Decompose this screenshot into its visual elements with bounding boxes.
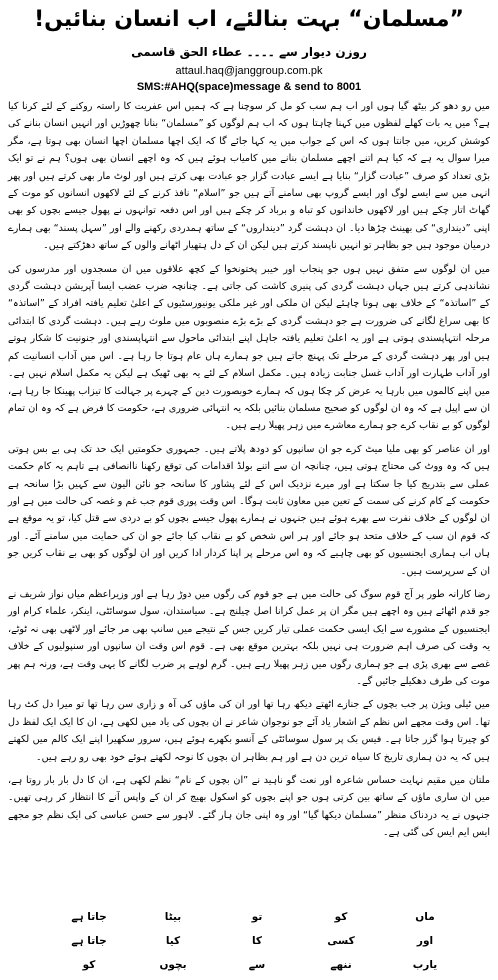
verse-word: یارب [412,959,438,971]
paragraph: میں ان لوگوں سے متفق نہیں ہوں جو پنجاب اور خیبر پختونخوا کے کچھ علاقوں میں ان مسجدوں اور مدرسوں کی نشاندہی کرتے ہیں جہاں دہشت گردی کی پنیری کاشت کی جاتی ہے۔ چنانچہ ضرب عضب ایسا آپریشن دہشت گردی کے ”اساتذہ“ کے خلاف بھی ہونا چاہئے لیکن ان ملکی اور غیر ملکی یونیورسٹیوں کے اعلیٰ تعلیم یافتہ افراد کے ”اساتذہ“ کا بھی سراغ لگانے کی ضرورت ہے جو دہشت گردی کے بڑے بڑے منصوبوں میں ملوث رہے ہیں۔ دہشت گردی کا ابتدائی مرحلہ انتہاپسندی ہوتی ہے اور یہ اعلیٰ تعلیم یافتہ جاہل اپنے ابتدائی ماحول سے انتہاپسندی اور جنونیت کا شکار ہوتے ہیں اور پھر دہشت گردی کے مرحلے تک پہنچ جاتے ہیں جو ہمارے ہاں عام ہوتا جا رہا ہے۔ اس میں آداب انسانیت کم اور آداب طہارت اور آداب غسل جنابت زیادہ ہیں۔ مکمل اسلام کے لئے یہ بھی ٹھیک ہے لیکن یہ مکمل اسلام نہیں ہے۔ میں اپنے کالموں میں بارہا یہ عرض کر چکا ہوں کہ ہمارے خوبصورت دین کے چہرے پر جہالت کا تیزاب پھینکا جا رہا ہے، ان سے اپیل ہے کہ وہ ان لوگوں کو صحیح مسلمان بنائیں بلکہ یہ انتہائی ضروری ہے، حکومت کا فرض ہے کہ وہ ان تمام لوگوں کو بے نقاب کرے جو ہمارے معاشرے میں زہر پھیلا رہے ہیں۔ [8,263,490,432]
verse-word: کو [334,911,348,923]
verse-word: کیا [165,935,181,947]
paragraph: میں رو دھو کر بیٹھ گیا ہوں اور اب ہم سب کو مل کر سوچنا ہے کہ ہمیں اس عفریت کا راستہ روکنے کے لئے کرنا کیا ہے؟ میں یہ بات کھلے لفظوں میں کہنا چاہتا ہوں کہ اب ہم لوگوں کو ”مسلمان“ بنانا چھوڑیں اور انہیں انسان بنانے کی کوشش کریں، میں جانتا ہوں کہ اس کے جواب میں یہ کہا جائے گا کہ ایک اچھا مسلمان اچھا انسان بھی ہوتا ہے، مگر میرا سوال یہ ہے کہ کیا ہم اتنے اچھے مسلمان بنانے میں کامیاب ہوئے ہیں کہ وہ اچھے انسان بھی ہوں؟ ہم نے تو ایک بڑی تعداد کو صرف ”عبادت گزار“ بنایا ہے ایسے عبادت گزار جو عبادت بھی کرتے ہیں اور لوٹ مار بھی کرتے ہیں اور پھر انہی میں سے ایسے لوگ اور ایسے گروپ بھی سامنے آتے ہیں جو ”اسلام“ نافذ کرنے کے لئے لاکھوں انسانوں کو موت کے گھاٹ اتار چکے ہیں اور لاکھوں خاندانوں کو تباہ و برباد کر چکے ہیں اور اس دفعہ توانہوں نے پھول جیسے بچوں کو بھی اپنی ”دینداری“ کی بھینٹ چڑھا دیا۔ ان دہشت گرد ”دینداروں“ کے ساتھ ہمدردی رکھنے والے اور ”سہل پسند“ بھی ہمارے درمیان موجود ہیں جو بظاہر تو انہیں ناپسند کرتے ہیں لیکن ان کے دل ہتھیار اٹھانے والوں کے ساتھ دھڑکتے ہیں۔ [8,101,490,252]
verse-word: ماں [415,911,435,923]
verse-word: کا [251,935,263,947]
paragraph: اور ان عناصر کو بھی ملیا میٹ کرے جو ان سانپوں کو دودھ پلاتے ہیں۔ جمہوری حکومتیں ایک حد تک ہی بے بس ہوتی ہیں کہ وہ ووٹ کی محتاج ہوتی ہیں، چنانچہ ان سے اتنے بولڈ اقدامات کی توقع رکھنا ناانصافی ہے تاہم یہ کام حکمت عملی سے بتدریج کیا جا سکتا ہے اور میرے نزدیک اس کے لئے پشاور کا سانحہ جو نائن الیون سے کہیں بڑا سانحہ ہے حکومت کے کام کرنے کی سمت کے تعین میں معاون ثابت ہوگا۔ اس وقت پوری قوم جب غم و غصہ کی حالت میں ہے اور ان لوگوں کے خلاف نفرت سے بھرے ہوئے ہیں جنہوں نے ہمارے پھول جیسے بچوں کو بے دردی سے قتل کیا، تو یہ موقع ہے کہ قوم ان سب کے خلاف متحد ہو جائے اور ہر اس شخص کو بے نقاب کیا جائے جو ان کی حمایت میں سامنے آئے۔ اور ہاں اب ہماری ایجنسیوں کو بھی چاہیے کہ وہ اس مرحلے پر اپنا کردار ادا کریں اور ان لوگوں کو بھی بے نقاب کریں جو ان کے سرپرست ہیں۔ [8,443,490,577]
author-email: attaul.haq@janggroup.com.pk [175,65,323,77]
verse-word: کسی [327,935,355,947]
verse-word: ننھے [330,959,352,971]
paragraph: میں ٹیلی ویژن پر جب بچوں کے جنازے اٹھتے دیکھ رہا تھا اور ان کی ماؤں کی آہ و زاری سن رہا تھا تو میرا دل کٹ رہا تھا۔ اس وقت مجھے اس نظم کے اشعار یاد آئے جو نوجوان شاعر نے ان بچوں کی یاد میں لکھی ہے، ان کا ایک ایک لفظ دل کو چیرتا ہوا گزر جاتا ہے۔ فیس بک پر سول سوسائٹی کے آنسو بکھرے ہوئے ہیں، سرور سکھیرا اپنے ایک کالم میں لکھتے ہیں کہ یہ دن ہماری تاریخ کا سیاہ ترین دن ہے اور ہم بظاہر ان بچوں کا نوحہ لکھتے ہوئے خود بھی رو رہے ہیں۔ [8,699,490,763]
paragraph: ملتان میں مقیم نہایت حساس شاعرہ اور نعت گو ناہید نے ”ان بچوں کے نام“ نظم لکھی ہے، ان کا دل بار بار روتا ہے، میں ان ساری ماؤں کے ساتھ بین کرتی ہوں جو اپنے بچوں کو اسکول بھیج کر ان کے واپس آنے کا انتظار کر رہی تھیں۔ جنہوں نے یہ دردناک منظر ”مسلمان دیکھا گیا“ اور وہ اپنی جان ہار گئے۔ لاہور سے حسن عباسی کی ایک نظم جو مجھے ایس ایم ایس کی گئی ہے۔ [8,775,490,839]
verse-word: کو [82,959,96,971]
verse-word: بیٹا [164,911,182,923]
verse-word: جاتا ہے [71,935,107,947]
column-body [8,98,490,848]
column-byline: روزن دیوار سے ۔۔۔۔ عطاء الحق قاسمی [131,45,367,59]
verse-word: جاتا ہے [71,911,107,923]
verse-word: سے [248,959,266,971]
verse-word: تو [251,911,263,923]
paragraph: رضا کارانہ طور پر آج قوم سوگ کی حالت میں ہے جو قوم کی رگوں میں دوڑ رہا ہے اور وزیراعظم میاں نواز شریف نے جو قدم اٹھائے ہیں وہ اچھے ہیں مگر ان پر عمل کرانا اصل چیلنج ہے۔ سیاستدان، سول سوسائٹی، اینکر، علماء کرام اور ایجنسیوں کے مشورے سے ایک ایسی حکمت عملی تیار کریں جس کے نتیجے میں سانپ بھی مر جائے اور لاٹھی بھی نہ ٹوٹے، یہ وقت کی صرف اہم ضرورت ہی نہیں بلکہ بہترین موقع بھی ہے۔ قوم اس وقت ان سانپوں اور سنپولیوں کے خلاف غصے سے بھری پڑی ہے جو ہماری رگوں میں زہر پھیلا رہے ہیں۔ گرم لوہے پر ضرب لگانے کا یہی وقت ہے، ورنہ ہم پھر موت کی طرف دھکیلے جائیں گے۔ [8,588,490,687]
verse-line [40,932,460,950]
verse-line [40,956,460,974]
verse-word: اور [416,935,434,947]
verse-line [40,908,460,926]
verse-word: بچوں [159,959,187,971]
sms-instructions: SMS:#AHQ(space)message & send to 8001 [136,81,362,93]
column-title: ”مسلمان“ بہت بنالئے، اب انسان بنائیں! [34,7,464,32]
